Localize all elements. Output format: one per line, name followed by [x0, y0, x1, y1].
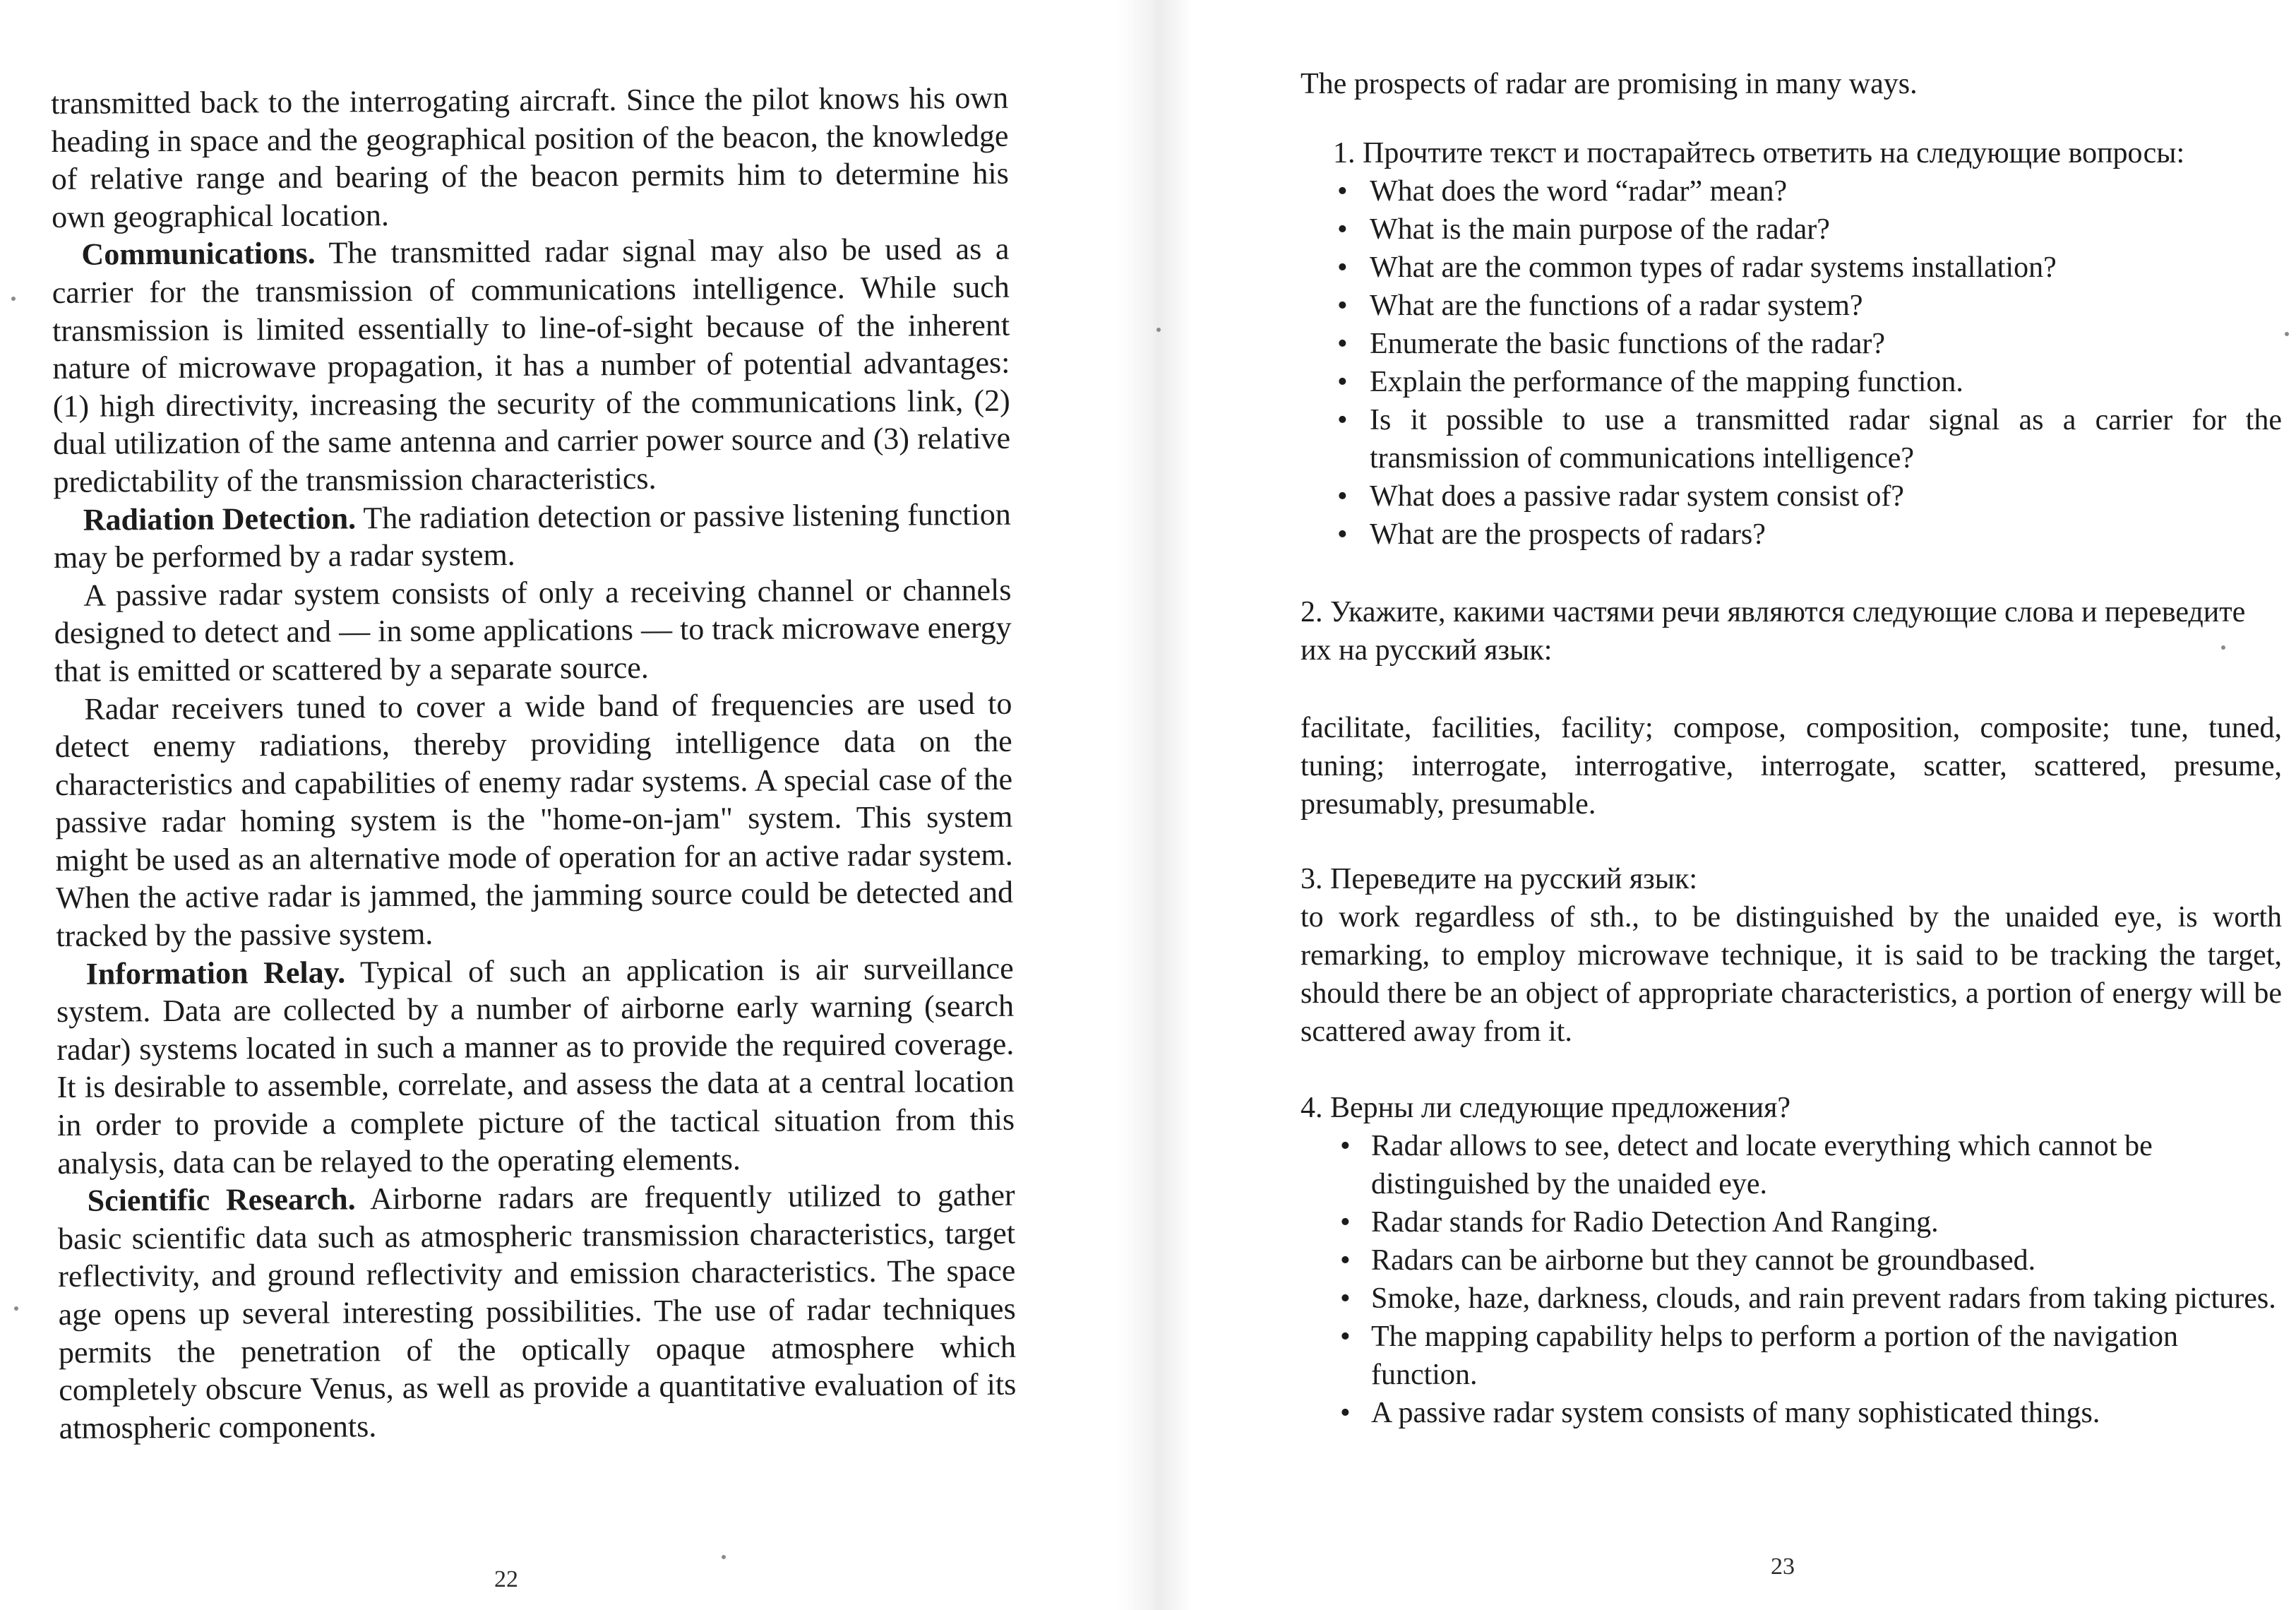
word-list: facilitate, facilities, facility; compose, composition, composite; tune, tuned, tuning; interrogate, interrogative, interrogate, scatter, scattered, presume, presumably, presumable.: [1301, 712, 2282, 821]
bullet-icon: •: [1337, 518, 1348, 551]
paragraph-text: Typical of such an application is air surveillance system. Data are collected by a number of airborne early warning (search radar) systems located in such a manner as to provide the required coverage. It is desirable to assemble, correlate, and assess the data at a central location in order to provide a complete picture of the tactical situation from this analysis, data can be relayed to the operating elements.: [56, 950, 1015, 1181]
page-number-left: 22: [494, 1566, 518, 1592]
bullet-icon: •: [1340, 1244, 1351, 1277]
list-item: [1337, 401, 2282, 477]
paragraph-communications: [52, 230, 1010, 501]
scan-speck: [2221, 645, 2225, 650]
question-text: What is the main purpose of the radar?: [1370, 213, 1830, 246]
task-1-title: 1. Прочтите текст и постарайтесь ответить на следующие вопросы:: [1333, 137, 2185, 169]
bullet-icon: •: [1337, 290, 1348, 322]
bullet-icon: •: [1337, 480, 1348, 513]
list-item: [1337, 249, 2282, 287]
list-item: [1340, 1241, 2282, 1280]
paragraph-information-relay: [56, 949, 1015, 1182]
scan-speck: [722, 1555, 726, 1559]
paragraph-lead: Information Relay.: [85, 955, 346, 991]
list-item: [1340, 1203, 2282, 1241]
scan-speck: [2285, 332, 2289, 336]
list-item: [1337, 363, 2282, 401]
question-text: What are the functions of a radar system?: [1370, 290, 1863, 322]
paragraph-text: Airborne radars are frequently utilized to gather basic scientific data such as atmospheric transmission characteristics, target reflectivity, and ground reflectivity and emission characteristics. The space age opens up several interesting possibilities. The use of radar techniques permits the penetration of the optically opaque atmosphere which completely obscure Venus, as well as provide a quantitative evaluation of its atmospheric components.: [57, 1177, 1017, 1445]
phrase-list: to work regardless of sth., to be distinguished by the unaided eye, is worth remarking, to employ microwave technique, it is said to be tracking the target, should there be an object of appropriate characteristics, a portion of energy will be scattered away from it.: [1301, 901, 2282, 1048]
paragraph-lead: Scientific Research.: [87, 1181, 356, 1218]
statement-text: Radar stands for Radio Detection And Ranging.: [1371, 1206, 1939, 1239]
scan-speck: [11, 297, 16, 301]
paragraph-lead: Communications.: [81, 236, 316, 273]
right-page-text: [1301, 65, 2282, 1432]
paragraph-radar-receivers: [54, 684, 1013, 955]
statement-text: The mapping capability helps to perform a portion of the navigation function.: [1371, 1320, 2179, 1391]
question-text: What does a passive radar system consist of?: [1370, 480, 1904, 513]
list-item: [1340, 1280, 2282, 1318]
bullet-icon: •: [1340, 1397, 1351, 1429]
page-number-right: 23: [1771, 1554, 1795, 1580]
left-page-text: [51, 79, 1017, 1448]
statement-list: [1301, 1127, 2282, 1432]
list-item: [1340, 1394, 2282, 1432]
list-item: [1337, 287, 2282, 325]
list-item: [1337, 172, 2282, 210]
paragraph-text: A passive radar system consists of only a receiving channel or channels designed to detect and — in some applications — to track microwave energy that is emitted or scattered by a separate source.: [54, 572, 1012, 688]
question-text: Is it possible to use a transmitted radar signal as a carrier for the transmission of communications intelligence?: [1370, 404, 2282, 475]
scan-speck: [14, 1306, 18, 1311]
paragraph-text: transmitted back to the interrogating aircraft. Since the pilot knows his own heading in space and the geographical position of the beacon, the knowledge of relative range and bearing of the beacon permits him to determine his own geographical location.: [51, 80, 1009, 234]
bullet-icon: •: [1337, 251, 1348, 284]
scan-speck: [1156, 328, 1161, 332]
bullet-icon: •: [1337, 175, 1348, 208]
book-gutter: [1116, 0, 1193, 1610]
paragraph-scientific-research: [57, 1176, 1016, 1447]
paragraph-radiation-detection: [54, 495, 1012, 576]
statement-text: Radars can be airborne but they cannot be groundbased.: [1371, 1244, 2036, 1277]
question-text: What does the word “radar” mean?: [1370, 175, 1788, 208]
list-item: [1337, 325, 2282, 363]
bullet-icon: •: [1337, 366, 1348, 398]
paragraph-text: The radiation detection or passive listening function may be performed by a radar system.: [53, 496, 1011, 576]
bullet-icon: •: [1340, 1282, 1351, 1315]
left-page: [0, 0, 1116, 1610]
paragraph-beacon: [51, 79, 1009, 237]
task-4-title: 4. Верны ли следующие предложения?: [1301, 1092, 1791, 1124]
intro-sentence: The prospects of radar are promising in many ways.: [1301, 68, 1918, 100]
bullet-icon: •: [1337, 328, 1348, 360]
paragraph-lead: Radiation Detection.: [83, 500, 357, 537]
bullet-icon: •: [1340, 1206, 1351, 1239]
bullet-icon: •: [1340, 1130, 1351, 1162]
task-2-title: 2. Укажите, какими частями речи являются следующие слова и переведите их на русский язык:: [1301, 596, 2246, 667]
list-item: [1337, 477, 2282, 515]
list-item: [1337, 515, 2282, 554]
question-text: Enumerate the basic functions of the radar?: [1370, 328, 1886, 360]
statement-text: Smoke, haze, darkness, clouds, and rain prevent radars from taking pictures.: [1371, 1282, 2276, 1315]
question-text: What are the common types of radar systems installation?: [1370, 251, 2057, 284]
paragraph-text: The transmitted radar signal may also be used as a carrier for the transmission of communications intelligence. While such transmission is limited essentially to line-of-sight because of the inherent nature of microwave propagation, it has a number of potential advantages: (1) high directivity, increasing the security of the communications link, (2) dual utilization of the same antenna and carrier power source and (3) relative predictability of the transmission characteristics.: [52, 232, 1011, 499]
task-3-title: 3. Переведите на русский язык:: [1301, 863, 1698, 895]
question-text: What are the prospects of radars?: [1370, 518, 1766, 551]
list-item: [1340, 1127, 2282, 1203]
question-list: [1301, 172, 2282, 554]
bullet-icon: •: [1340, 1320, 1351, 1353]
statement-text: A passive radar system consists of many sophisticated things.: [1371, 1397, 2100, 1429]
list-item: [1337, 210, 2282, 249]
list-item: [1340, 1318, 2282, 1394]
bullet-icon: •: [1337, 213, 1348, 246]
question-text: Explain the performance of the mapping function.: [1370, 366, 1963, 398]
bullet-icon: •: [1337, 404, 1348, 436]
paragraph-text: Radar receivers tuned to cover a wide band of frequencies are used to detect enemy radiations, thereby providing intelligence data on the characteristics and capabilities of enemy radar systems. A special case of the passive radar homing system is the "home-on-jam" system. This system might be used as an alternative mode of operation for an active radar system. When the active radar is jammed, the jamming source could be detected and tracked by the passive system.: [54, 686, 1014, 954]
paragraph-passive-radar: [54, 571, 1012, 690]
statement-text: Radar allows to see, detect and locate everything which cannot be distinguished by the unaided eye.: [1371, 1130, 2153, 1200]
